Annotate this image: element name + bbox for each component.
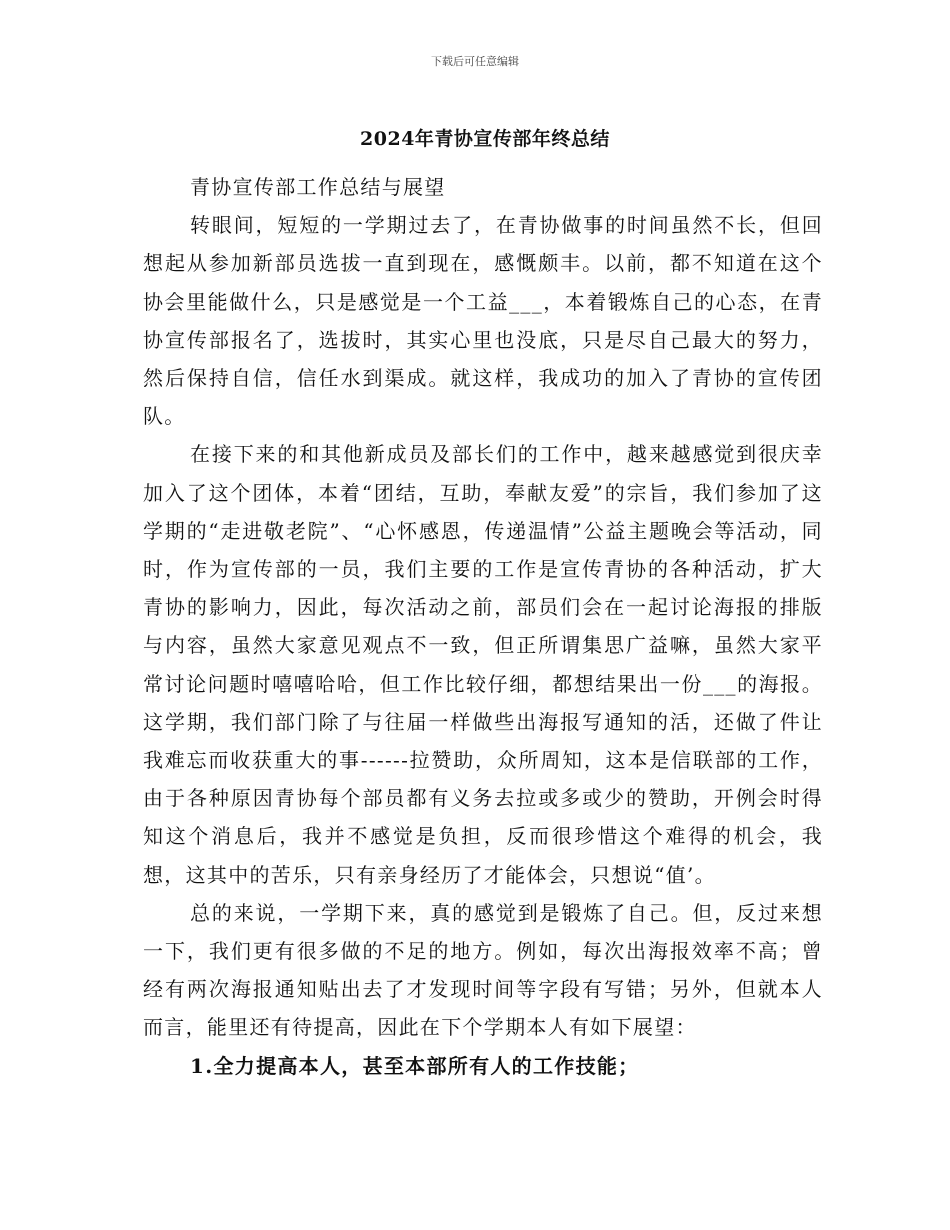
document-title: 2024年青协宣传部年终总结 (360, 128, 610, 150)
list-item-1: 1.全力提高本人，甚至本部所有人的工作技能； (190, 1053, 640, 1078)
document-body (143, 168, 823, 1085)
paragraph-2: 在接下来的和其他新成员及部长们的工作中，越来越感觉到很庆幸加入了这个团体，本着“团结，互助，奉献友爱”的宗旨，我们参加了这学期的“走进敬老院”、“心怀感恩，传递温情”公益主题晚会等活动，同时，作为宣传部的一员，我们主要的工作是宣传青协的各种活动，扩大青协的影响力，因此，每次活动之前，部员们会在一起讨论海报的排版与内容，虽然大家意见观点不一致，但正所谓集思广益嘛，虽然大家平常讨论问题时嘻嘻哈哈，但工作比较仔细，都想结果出一份___的海报。这学期，我们部门除了与往届一样做些出海报写通知的活，还做了件让我难忘而收获重大的事------拉赞助，众所周知，这本是信联部的工作，由于各种原因青协每个部员都有义务去拉或多或少的赞助，开例会时得知这个消息后，我并不感觉是负担，反而很珍惜这个难得的机会，我想，这其中的苦乐，只有亲身经历了才能体会，只想说“值’。 (143, 442, 823, 887)
page-header-note: 下载后可任意编辑 (431, 55, 519, 68)
document-subtitle: 青协宣传部工作总结与展望 (190, 175, 446, 199)
paragraph-3: 总的来说，一学期下来，真的感觉到是锻炼了自己。但，反过来想一下，我们更有很多做的不足的地方。例如，每次出海报效率不高；曾经有两次海报通知贴出去了才发现时间等字段有写错；另外，但就本人而言，能里还有待提高，因此在下个学期本人有如下展望： (143, 900, 823, 1040)
paragraph-1: 转眼间，短短的一学期过去了，在青协做事的时间虽然不长，但回想起从参加新部员选拔一直到现在，感慨颇丰。以前，都不知道在这个协会里能做什么，只是感觉是一个工益___，本着锻炼自己的心态，在青协宣传部报名了，选拔时，其实心里也没底，只是尽自己最大的努力，然后保持自信，信任水到渠成。就这样，我成功的加入了青协的宣传团队。 (143, 213, 823, 429)
